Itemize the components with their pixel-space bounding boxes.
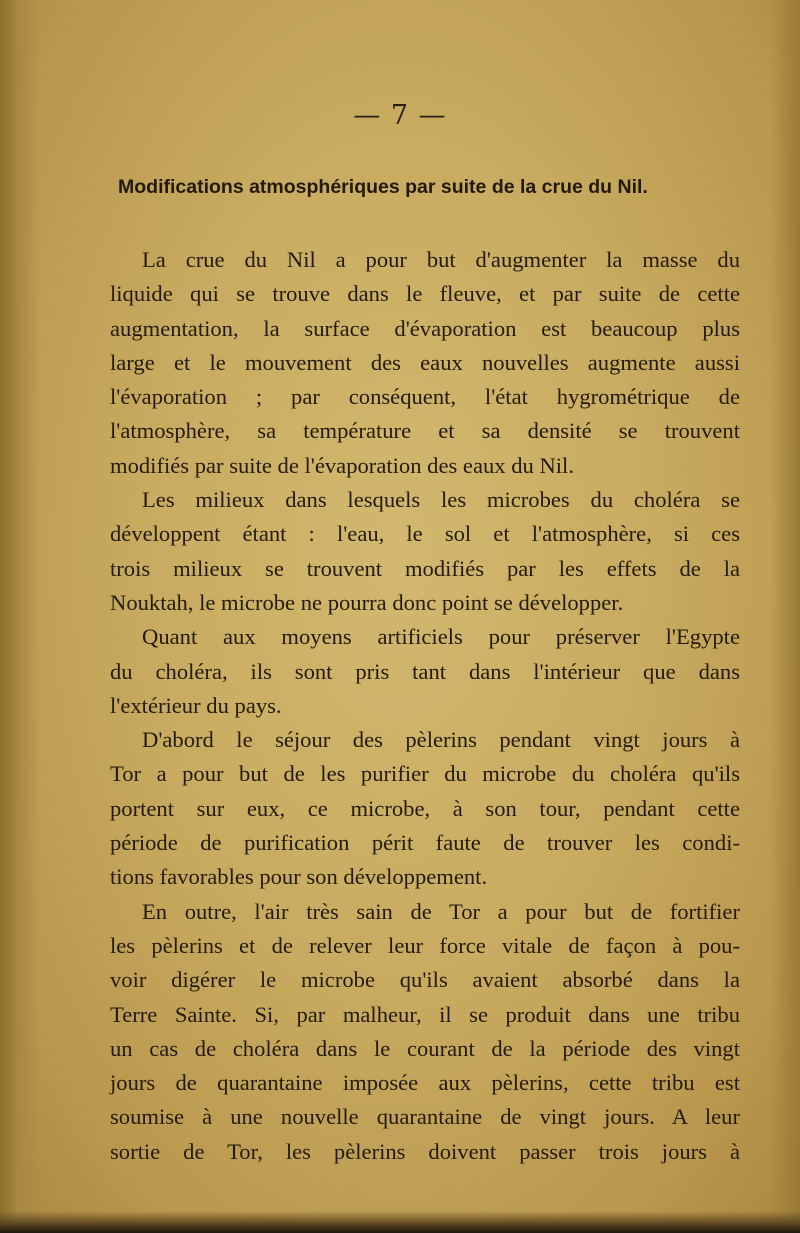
text-line: Les milieux dans lesquels les microbes du choléra se: [142, 487, 740, 513]
page-shadow-left: [0, 0, 40, 1233]
text-line: Terre Sainte. Si, par malheur, il se produit dans une tribu: [110, 1001, 740, 1027]
text-line: l'extérieur du pays.: [110, 692, 282, 718]
text-line: développent étant : l'eau, le sol et l'atmosphère, si ces: [110, 521, 740, 547]
body-text: [110, 243, 740, 1169]
text-line: La crue du Nil a pour but d'augmenter la masse du: [142, 247, 740, 272]
page-shadow-bottom: [0, 1211, 800, 1233]
text-line: augmentation, la surface d'évaporation est beaucoup plus: [110, 315, 740, 341]
text-line: les pèlerins et de relever leur force vitale de façon à pou-: [110, 932, 740, 958]
text-line: En outre, l'air très sain de Tor a pour but de fortifier: [142, 898, 740, 924]
section-heading: Modifications atmosphériques par suite de la crue du Nil.: [118, 176, 648, 198]
page-shadow-right: [770, 0, 800, 1233]
text-line: large et le mouvement des eaux nouvelles augmente aussi: [110, 349, 740, 375]
text-line: un cas de choléra dans le courant de la période des vingt: [110, 1035, 740, 1061]
text-line: trois milieux se trouvent modifiés par les effets de la: [110, 555, 740, 581]
text-line: l'évaporation ; par conséquent, l'état hygrométrique de: [110, 384, 740, 410]
text-line: jours de quarantaine imposée aux pèlerins, cette tribu est: [110, 1070, 740, 1096]
text-line: Nouktah, le microbe ne pourra donc point se développer.: [110, 589, 624, 615]
text-line: période de purification périt faute de trouver les condi-: [110, 830, 740, 856]
text-line: tions favorables pour son développement.: [110, 864, 488, 890]
text-line: du choléra, ils sont pris tant dans l'intérieur que dans: [110, 658, 740, 684]
text-line: sortie de Tor, les pèlerins doivent passer trois jours à: [110, 1138, 740, 1164]
text-line: Tor a pour but de les purifier du microbe du choléra qu'ils: [110, 761, 740, 787]
text-line: Quant aux moyens artificiels pour préserver l'Egypte: [142, 624, 740, 650]
text-line: soumise à une nouvelle quarantaine de vingt jours. A leur: [110, 1104, 740, 1130]
text-line: portent sur eux, ce microbe, à son tour, pendant cette: [110, 795, 740, 821]
text-line: liquide qui se trouve dans le fleuve, et par suite de cette: [110, 281, 740, 307]
page-number: — 7 —: [353, 100, 447, 131]
text-line: D'abord le séjour des pèlerins pendant vingt jours à: [142, 727, 740, 753]
text-line: voir digérer le microbe qu'ils avaient absorbé dans la: [110, 967, 740, 993]
text-line: modifiés par suite de l'évaporation des eaux du Nil.: [110, 452, 574, 478]
text-line: l'atmosphère, sa température et sa densité se trouvent: [110, 418, 740, 444]
